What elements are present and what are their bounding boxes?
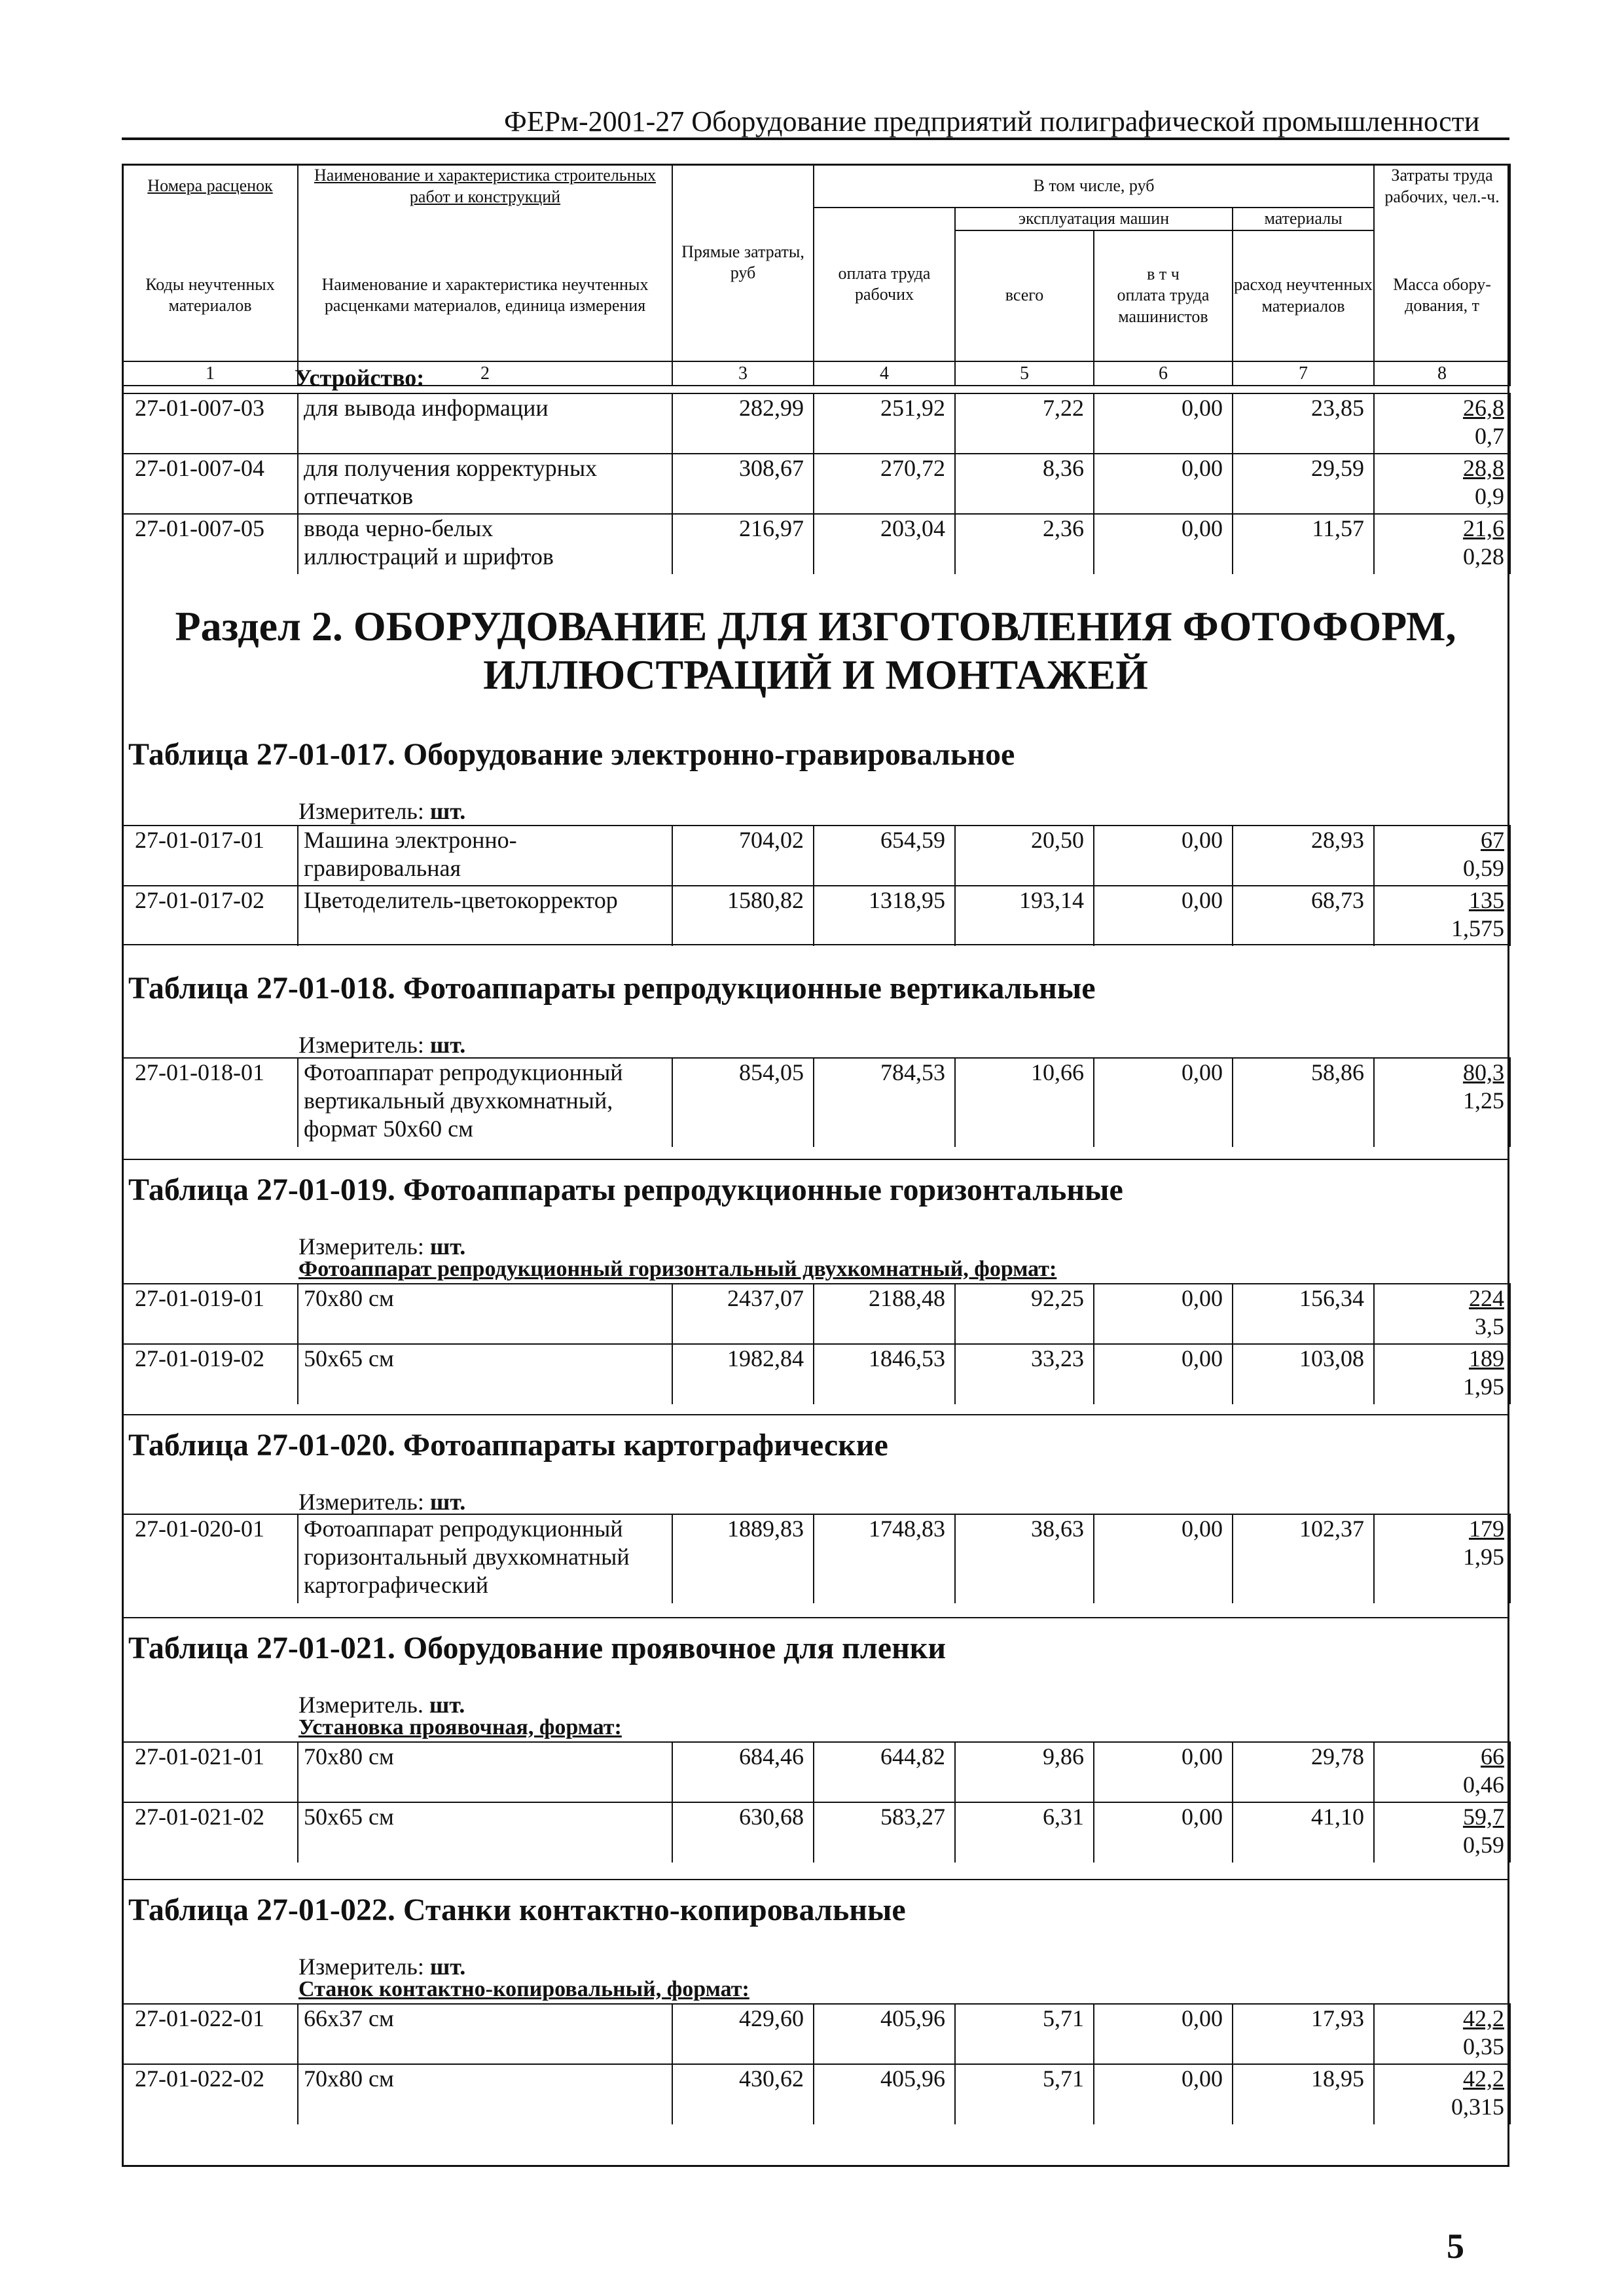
machine-costs: 8,36 bbox=[955, 454, 1094, 514]
direct-costs: 1889,83 bbox=[672, 1514, 814, 1603]
work-name-line: формат 50х60 см bbox=[304, 1116, 473, 1142]
work-name-line: для получения корректурных bbox=[304, 455, 598, 481]
operator-wages: 0,00 bbox=[1094, 886, 1233, 946]
work-name-line: 70х80 см bbox=[304, 2065, 394, 2092]
header-codes-top: Номера расценок bbox=[122, 164, 298, 208]
direct-costs: 1580,82 bbox=[672, 886, 814, 946]
rate-code: 27-01-007-04 bbox=[122, 454, 298, 514]
labor-and-mass bbox=[1374, 2064, 1510, 2124]
labor-hours: 59,7 bbox=[1463, 1804, 1504, 1830]
labor-and-mass bbox=[1374, 1802, 1510, 1863]
labor-and-mass bbox=[1374, 393, 1510, 454]
equipment-mass: 0,46 bbox=[1463, 1772, 1504, 1798]
materials-costs: 11,57 bbox=[1233, 514, 1374, 574]
direct-costs: 216,97 bbox=[672, 514, 814, 574]
unit-value: шт. bbox=[429, 1489, 466, 1515]
machine-costs: 33,23 bbox=[955, 1344, 1094, 1404]
worker-wages: 1748,83 bbox=[814, 1514, 955, 1603]
direct-costs: 1982,84 bbox=[672, 1344, 814, 1404]
worker-wages: 251,92 bbox=[814, 393, 955, 454]
operator-wages: 0,00 bbox=[1094, 1284, 1233, 1344]
work-name-line: горизонтальный двухкомнатный bbox=[304, 1544, 630, 1571]
rate-code: 27-01-022-01 bbox=[122, 2004, 298, 2064]
unit-value: шт. bbox=[429, 1954, 466, 1980]
unit-of-measure bbox=[298, 1691, 465, 1718]
header-machines: эксплуатация машин bbox=[955, 208, 1233, 230]
unit-of-measure bbox=[298, 1488, 465, 1516]
work-name-line: 50х65 см bbox=[304, 1345, 394, 1372]
equipment-mass: 0,28 bbox=[1463, 543, 1504, 570]
work-name bbox=[298, 1344, 672, 1404]
equipment-mass: 3,5 bbox=[1475, 1313, 1504, 1340]
machine-costs: 2,36 bbox=[955, 514, 1094, 574]
equipment-mass: 0,59 bbox=[1463, 1832, 1504, 1859]
equipment-mass: 0,315 bbox=[1451, 2094, 1504, 2120]
rate-code: 27-01-020-01 bbox=[122, 1514, 298, 1603]
direct-costs: 630,68 bbox=[672, 1802, 814, 1863]
worker-wages: 654,59 bbox=[814, 826, 955, 886]
table-row bbox=[122, 514, 1510, 574]
machine-costs: 10,66 bbox=[955, 1058, 1094, 1147]
group-subheading: Установка проявочная, формат: bbox=[298, 1715, 622, 1739]
materials-costs: 58,86 bbox=[1233, 1058, 1374, 1147]
operator-wages: 0,00 bbox=[1094, 1802, 1233, 1863]
table-row bbox=[122, 1284, 1510, 1344]
labor-hours: 67 bbox=[1481, 827, 1504, 853]
worker-wages: 1318,95 bbox=[814, 886, 955, 946]
labor-hours: 42,2 bbox=[1463, 2005, 1504, 2031]
labor-and-mass bbox=[1374, 2004, 1510, 2064]
work-name bbox=[298, 454, 672, 514]
table-row bbox=[122, 1058, 1510, 1147]
table-row bbox=[122, 886, 1510, 946]
table-separator bbox=[122, 1879, 1509, 1880]
labor-hours: 224 bbox=[1469, 1285, 1504, 1311]
worker-wages: 644,82 bbox=[814, 1742, 955, 1802]
unit-label: Измеритель: bbox=[298, 1233, 430, 1260]
column-numbers-row: 1 2 3 4 5 6 7 8 bbox=[122, 361, 1510, 386]
materials-costs: 102,37 bbox=[1233, 1514, 1374, 1603]
rate-code: 27-01-019-01 bbox=[122, 1284, 298, 1344]
machine-costs: 9,86 bbox=[955, 1742, 1094, 1802]
worker-wages: 2188,48 bbox=[814, 1284, 955, 1344]
header-name-top: Наименование и характеристика строительных работ и конструкций bbox=[298, 164, 672, 208]
header-labor-top: Затраты труда рабочих, чел.-ч. bbox=[1374, 164, 1510, 208]
work-name-line: вертикальный двухкомнатный, bbox=[304, 1087, 613, 1114]
rate-code: 27-01-021-01 bbox=[122, 1742, 298, 1802]
labor-hours: 179 bbox=[1469, 1516, 1504, 1542]
machine-costs: 5,71 bbox=[955, 2004, 1094, 2064]
table-row bbox=[122, 826, 1510, 886]
work-name-line: иллюстраций и шрифтов bbox=[304, 543, 554, 570]
table-title: Таблица 27-01-019. Фотоаппараты репродукционные горизонтальные bbox=[128, 1172, 1123, 1207]
direct-costs: 429,60 bbox=[672, 2004, 814, 2064]
materials-costs: 18,95 bbox=[1233, 2064, 1374, 2124]
unit-label: Измеритель: bbox=[298, 1032, 430, 1058]
operator-wages: 0,00 bbox=[1094, 514, 1233, 574]
work-name-line: отпечатков bbox=[304, 483, 414, 510]
table-row bbox=[122, 1742, 1510, 1802]
machine-costs: 6,31 bbox=[955, 1802, 1094, 1863]
labor-and-mass bbox=[1374, 886, 1510, 946]
header-materials: материалы bbox=[1233, 208, 1374, 230]
work-name bbox=[298, 1058, 672, 1147]
work-name-line: 70х80 см bbox=[304, 1743, 394, 1770]
unit-value: шт. bbox=[429, 1233, 466, 1260]
rate-code: 27-01-007-03 bbox=[122, 393, 298, 454]
work-name-line: Машина электронно- bbox=[304, 827, 517, 853]
labor-and-mass bbox=[1374, 826, 1510, 886]
labor-and-mass bbox=[1374, 514, 1510, 574]
equipment-mass: 0,35 bbox=[1463, 2033, 1504, 2060]
group-title-devices: Устройство: bbox=[295, 365, 425, 391]
direct-costs: 684,46 bbox=[672, 1742, 814, 1802]
unit-of-measure bbox=[298, 1031, 465, 1059]
unit-label: Измеритель. bbox=[298, 1692, 429, 1718]
direct-costs: 430,62 bbox=[672, 2064, 814, 2124]
head-rule bbox=[122, 137, 1509, 140]
worker-wages: 1846,53 bbox=[814, 1344, 955, 1404]
rates-table bbox=[122, 1741, 1509, 1863]
equipment-mass: 1,95 bbox=[1463, 1373, 1504, 1400]
operator-wages: 0,00 bbox=[1094, 2064, 1233, 2124]
labor-hours: 28,8 bbox=[1463, 455, 1504, 481]
machine-costs: 38,63 bbox=[955, 1514, 1094, 1603]
machine-costs: 193,14 bbox=[955, 886, 1094, 946]
labor-and-mass bbox=[1374, 1058, 1510, 1147]
rates-table bbox=[122, 2003, 1509, 2124]
direct-costs: 2437,07 bbox=[672, 1284, 814, 1344]
labor-and-mass bbox=[1374, 1514, 1510, 1603]
worker-wages: 405,96 bbox=[814, 2064, 955, 2124]
materials-costs: 29,78 bbox=[1233, 1742, 1374, 1802]
work-name-line: 50х65 см bbox=[304, 1804, 394, 1830]
column-header bbox=[122, 164, 1511, 386]
labor-hours: 189 bbox=[1469, 1345, 1504, 1372]
table-title: Таблица 27-01-018. Фотоаппараты репродукционные вертикальные bbox=[128, 971, 1096, 1006]
equipment-mass: 0,9 bbox=[1475, 483, 1504, 510]
labor-hours: 66 bbox=[1481, 1743, 1504, 1770]
materials-costs: 23,85 bbox=[1233, 393, 1374, 454]
table-row bbox=[122, 1514, 1510, 1603]
work-name bbox=[298, 514, 672, 574]
table-row bbox=[122, 1802, 1510, 1863]
materials-costs: 41,10 bbox=[1233, 1802, 1374, 1863]
header-codes-bottom: Коды неучтенных материалов bbox=[122, 230, 298, 361]
unit-label: Измеритель: bbox=[298, 1954, 430, 1980]
table-title: Таблица 27-01-021. Оборудование проявочное для пленки bbox=[128, 1631, 947, 1665]
table-row bbox=[122, 393, 1510, 454]
header-in-total: В том числе, руб bbox=[814, 164, 1374, 208]
rates-table bbox=[122, 1057, 1509, 1147]
equipment-mass: 1,95 bbox=[1463, 1544, 1504, 1571]
work-name bbox=[298, 2064, 672, 2124]
work-name-line: картографический bbox=[304, 1572, 489, 1599]
materials-costs: 156,34 bbox=[1233, 1284, 1374, 1344]
labor-hours: 26,8 bbox=[1463, 395, 1504, 421]
worker-wages: 270,72 bbox=[814, 454, 955, 514]
work-name bbox=[298, 393, 672, 454]
materials-costs: 28,93 bbox=[1233, 826, 1374, 886]
table-row bbox=[122, 2004, 1510, 2064]
header-name-bottom: Наименование и характеристика неучтенных расценками материалов, единица измерения bbox=[298, 230, 672, 361]
operator-wages: 0,00 bbox=[1094, 454, 1233, 514]
work-name bbox=[298, 1802, 672, 1863]
header-mass: Масса обору-дования, т bbox=[1374, 230, 1510, 361]
rate-code: 27-01-022-02 bbox=[122, 2064, 298, 2124]
worker-wages: 203,04 bbox=[814, 514, 955, 574]
work-name-line: гравировальная bbox=[304, 855, 461, 882]
labor-hours: 80,3 bbox=[1463, 1059, 1504, 1085]
table-separator bbox=[122, 1159, 1509, 1160]
equipment-mass: 1,25 bbox=[1463, 1087, 1504, 1114]
header-machines-total: всего bbox=[955, 230, 1094, 361]
work-name bbox=[298, 826, 672, 886]
rate-code: 27-01-017-01 bbox=[122, 826, 298, 886]
operator-wages: 0,00 bbox=[1094, 826, 1233, 886]
unit-label: Измеритель: bbox=[298, 1489, 430, 1515]
rate-code: 27-01-017-02 bbox=[122, 886, 298, 946]
work-name-line: для вывода информации bbox=[304, 395, 549, 421]
work-name-line: 70х80 см bbox=[304, 1285, 394, 1311]
worker-wages: 784,53 bbox=[814, 1058, 955, 1147]
unit-of-measure bbox=[298, 1953, 465, 1980]
rate-code: 27-01-007-05 bbox=[122, 514, 298, 574]
running-head: ФЕРм-2001-27 Оборудование предприятий полиграфической промышленности bbox=[504, 105, 1480, 137]
header-operators: в т ч оплата труда машинистов bbox=[1094, 230, 1233, 361]
rate-code: 27-01-019-02 bbox=[122, 1344, 298, 1404]
unit-of-measure bbox=[298, 1233, 465, 1260]
labor-hours: 21,6 bbox=[1463, 515, 1504, 541]
work-name-line: Цветоделитель-цветокорректор bbox=[304, 887, 618, 913]
direct-costs: 854,05 bbox=[672, 1058, 814, 1147]
table-row bbox=[122, 2064, 1510, 2124]
materials-costs: 29,59 bbox=[1233, 454, 1374, 514]
work-name-line: Фотоаппарат репродукционный bbox=[304, 1059, 623, 1085]
header-wages: оплата труда рабочих bbox=[814, 208, 955, 361]
section-title: Раздел 2. ОБОРУДОВАНИЕ ДЛЯ ИЗГОТОВЛЕНИЯ ФОТОФОРМ, ИЛЛЮСТРАЦИЙ И МОНТАЖЕЙ bbox=[175, 603, 1456, 698]
labor-and-mass bbox=[1374, 1284, 1510, 1344]
work-name bbox=[298, 886, 672, 946]
unit-value: шт. bbox=[429, 1692, 465, 1718]
materials-costs: 103,08 bbox=[1233, 1344, 1374, 1404]
unit-label: Измеритель: bbox=[298, 798, 430, 824]
unit-of-measure bbox=[298, 797, 465, 825]
operator-wages: 0,00 bbox=[1094, 1344, 1233, 1404]
worker-wages: 583,27 bbox=[814, 1802, 955, 1863]
unit-value: шт. bbox=[429, 798, 466, 824]
group-subheading: Фотоаппарат репродукционный горизонтальный двухкомнатный, формат: bbox=[298, 1257, 1057, 1281]
operator-wages: 0,00 bbox=[1094, 1742, 1233, 1802]
header-direct-costs: Прямые затраты, руб bbox=[672, 164, 814, 361]
equipment-mass: 1,575 bbox=[1451, 915, 1504, 942]
labor-and-mass bbox=[1374, 1344, 1510, 1404]
unit-value: шт. bbox=[429, 1032, 466, 1058]
rates-table bbox=[122, 1514, 1509, 1603]
machine-costs: 7,22 bbox=[955, 393, 1094, 454]
work-name bbox=[298, 1742, 672, 1802]
materials-costs: 17,93 bbox=[1233, 2004, 1374, 2064]
labor-and-mass bbox=[1374, 454, 1510, 514]
worker-wages: 405,96 bbox=[814, 2004, 955, 2064]
page-number: 5 bbox=[1447, 2226, 1464, 2266]
machine-costs: 5,71 bbox=[955, 2064, 1094, 2124]
rate-code: 27-01-021-02 bbox=[122, 1802, 298, 1863]
equipment-mass: 0,7 bbox=[1475, 423, 1504, 450]
equipment-mass: 0,59 bbox=[1463, 855, 1504, 882]
group-subheading: Станок контактно-копировальный, формат: bbox=[298, 1977, 749, 2001]
work-name-line: 66х37 см bbox=[304, 2005, 394, 2031]
work-name-line: ввода черно-белых bbox=[304, 515, 494, 541]
work-name bbox=[298, 2004, 672, 2064]
labor-and-mass bbox=[1374, 1742, 1510, 1802]
table-title: Таблица 27-01-017. Оборудование электронно-гравировальное bbox=[128, 737, 1015, 772]
table-row bbox=[122, 454, 1510, 514]
table-title: Таблица 27-01-020. Фотоаппараты картографические bbox=[128, 1428, 888, 1463]
header-unaccounted-materials: расход неучтенных материалов bbox=[1233, 230, 1374, 361]
direct-costs: 282,99 bbox=[672, 393, 814, 454]
table-separator bbox=[122, 944, 1509, 945]
work-name bbox=[298, 1514, 672, 1603]
operator-wages: 0,00 bbox=[1094, 393, 1233, 454]
work-name bbox=[298, 1284, 672, 1344]
work-name-line: Фотоаппарат репродукционный bbox=[304, 1516, 623, 1542]
table-separator bbox=[122, 1414, 1509, 1415]
labor-hours: 135 bbox=[1469, 887, 1504, 913]
rate-code: 27-01-018-01 bbox=[122, 1058, 298, 1147]
materials-costs: 68,73 bbox=[1233, 886, 1374, 946]
machine-costs: 20,50 bbox=[955, 826, 1094, 886]
direct-costs: 308,67 bbox=[672, 454, 814, 514]
machine-costs: 92,25 bbox=[955, 1284, 1094, 1344]
rates-table bbox=[122, 825, 1509, 946]
devices-table bbox=[122, 393, 1509, 574]
rates-table bbox=[122, 1283, 1509, 1404]
table-title: Таблица 27-01-022. Станки контактно-копировальные bbox=[128, 1893, 906, 1927]
table-row bbox=[122, 1344, 1510, 1404]
operator-wages: 0,00 bbox=[1094, 2004, 1233, 2064]
operator-wages: 0,00 bbox=[1094, 1058, 1233, 1147]
table-separator bbox=[122, 1617, 1509, 1618]
labor-hours: 42,2 bbox=[1463, 2065, 1504, 2092]
operator-wages: 0,00 bbox=[1094, 1514, 1233, 1603]
direct-costs: 704,02 bbox=[672, 826, 814, 886]
